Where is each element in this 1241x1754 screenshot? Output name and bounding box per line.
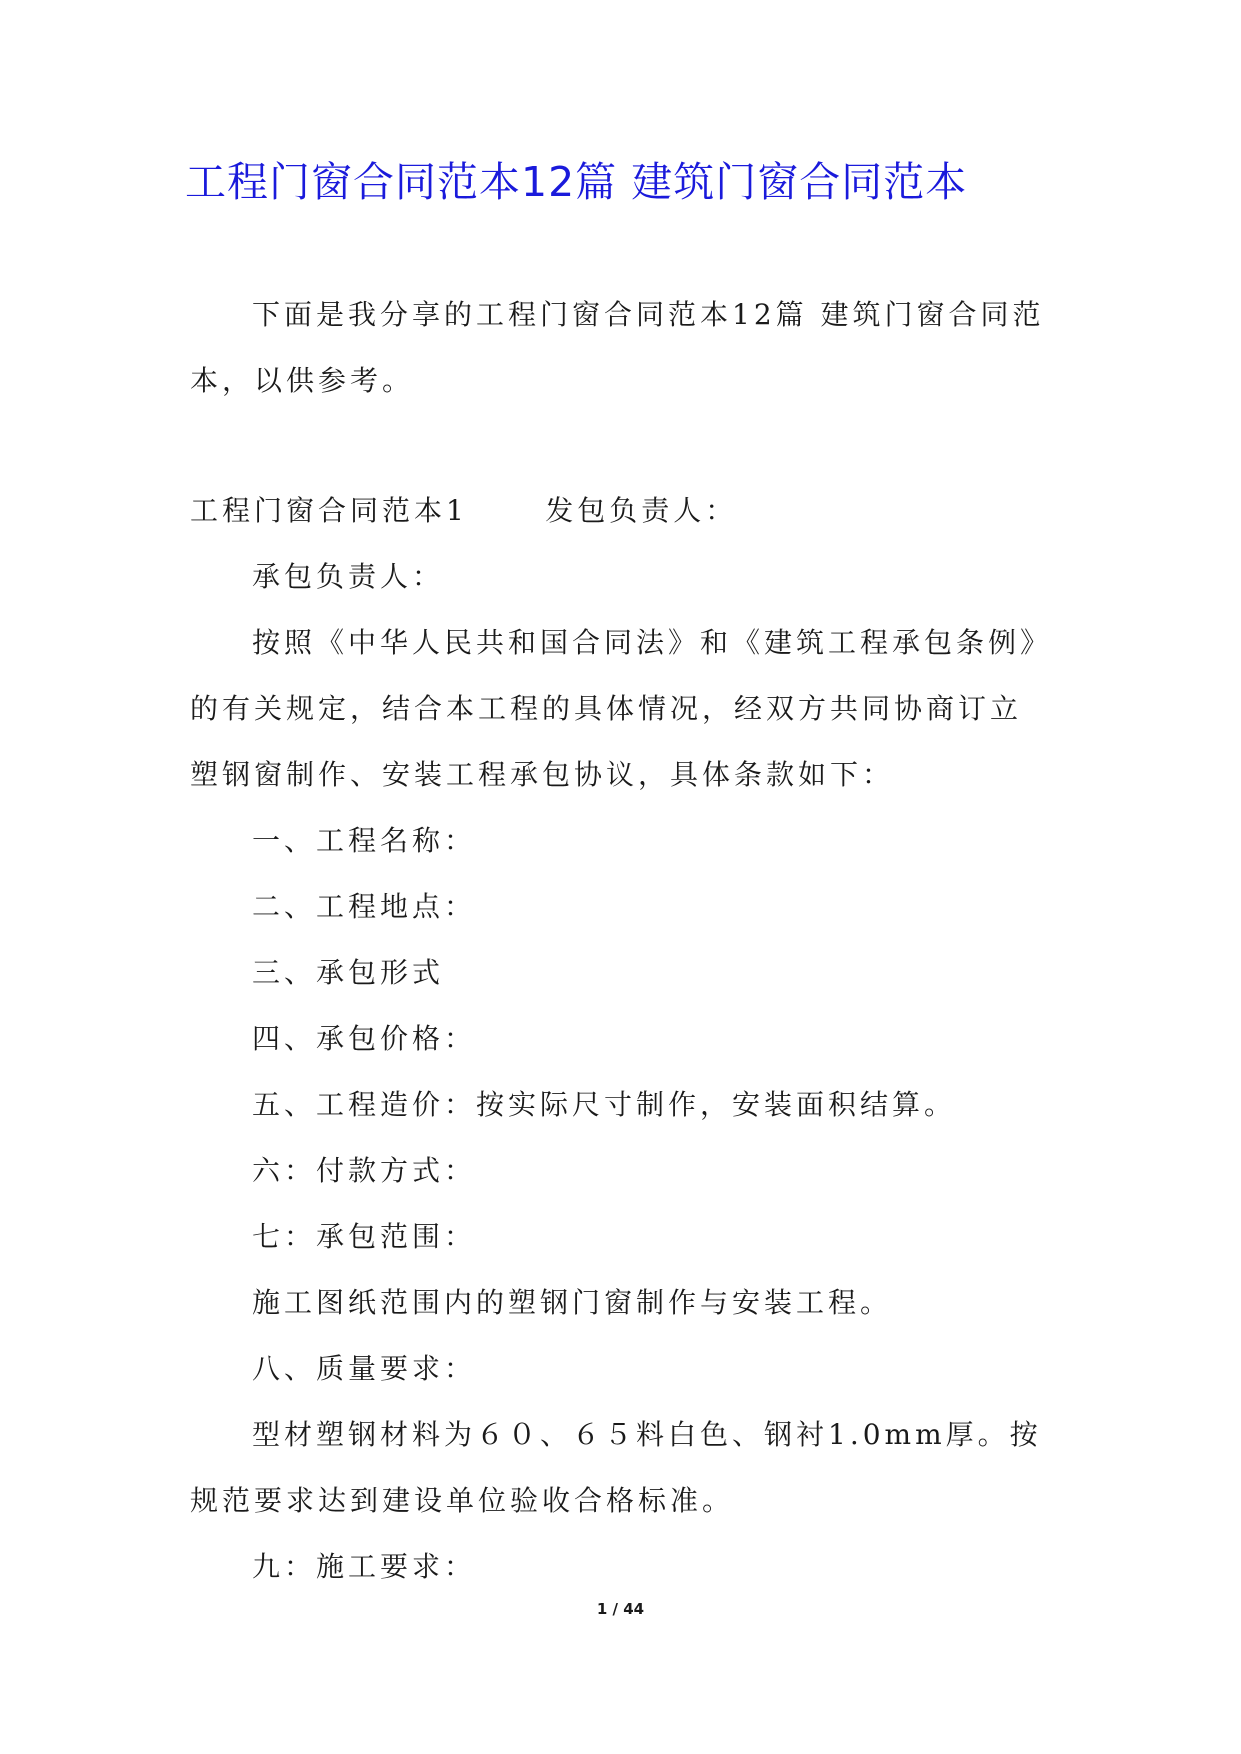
paragraph-quality-detail: 型材塑钢材料为６０、６５料白色、钢衬1.0mm厚。按规范要求达到建设单位验收合格标准。: [190, 1418, 1042, 1517]
clause-quality-requirements: 八、质量要求：: [252, 1352, 477, 1385]
page-number: 1 / 44: [596, 1600, 645, 1618]
section-heading-line: [190, 478, 1050, 544]
party-a-label: 发包负责人：: [545, 494, 738, 527]
section-heading: 工程门窗合同范本1: [190, 494, 468, 527]
paragraph-scope-detail: 施工图纸范围内的塑钢门窗制作与安装工程。: [252, 1286, 893, 1319]
document-title: 工程门窗合同范本12篇 建筑门窗合同范本: [185, 158, 968, 206]
paragraph-legal-basis: 按照《中华人民共和国合同法》和《建筑工程承包条例》的有关规定，结合本工程的具体情况，经双方共同协商订立塑钢窗制作、安装工程承包协议，具体条款如下：: [190, 626, 1039, 791]
clause-construction-requirements: 九：施工要求：: [252, 1550, 477, 1583]
clause-contract-price: 四、承包价格：: [252, 1022, 477, 1055]
clause-project-name: 一、工程名称：: [252, 824, 477, 857]
clause-project-location: 二、工程地点：: [252, 890, 477, 923]
intro-paragraph: [190, 282, 1050, 414]
intro-text: 下面是我分享的工程门窗合同范本12篇 建筑门窗合同范本，以供参考。: [190, 298, 1045, 397]
clause-contract-form: 三、承包形式: [252, 956, 445, 989]
contract-section: [190, 478, 1050, 1600]
clause-contract-scope: 七：承包范围：: [252, 1220, 477, 1253]
paragraph-party-b: 承包负责人：: [252, 560, 445, 593]
clause-project-cost: 五、工程造价：按实际尺寸制作，安装面积结算。: [252, 1088, 957, 1121]
clause-payment-method: 六：付款方式：: [252, 1154, 477, 1187]
